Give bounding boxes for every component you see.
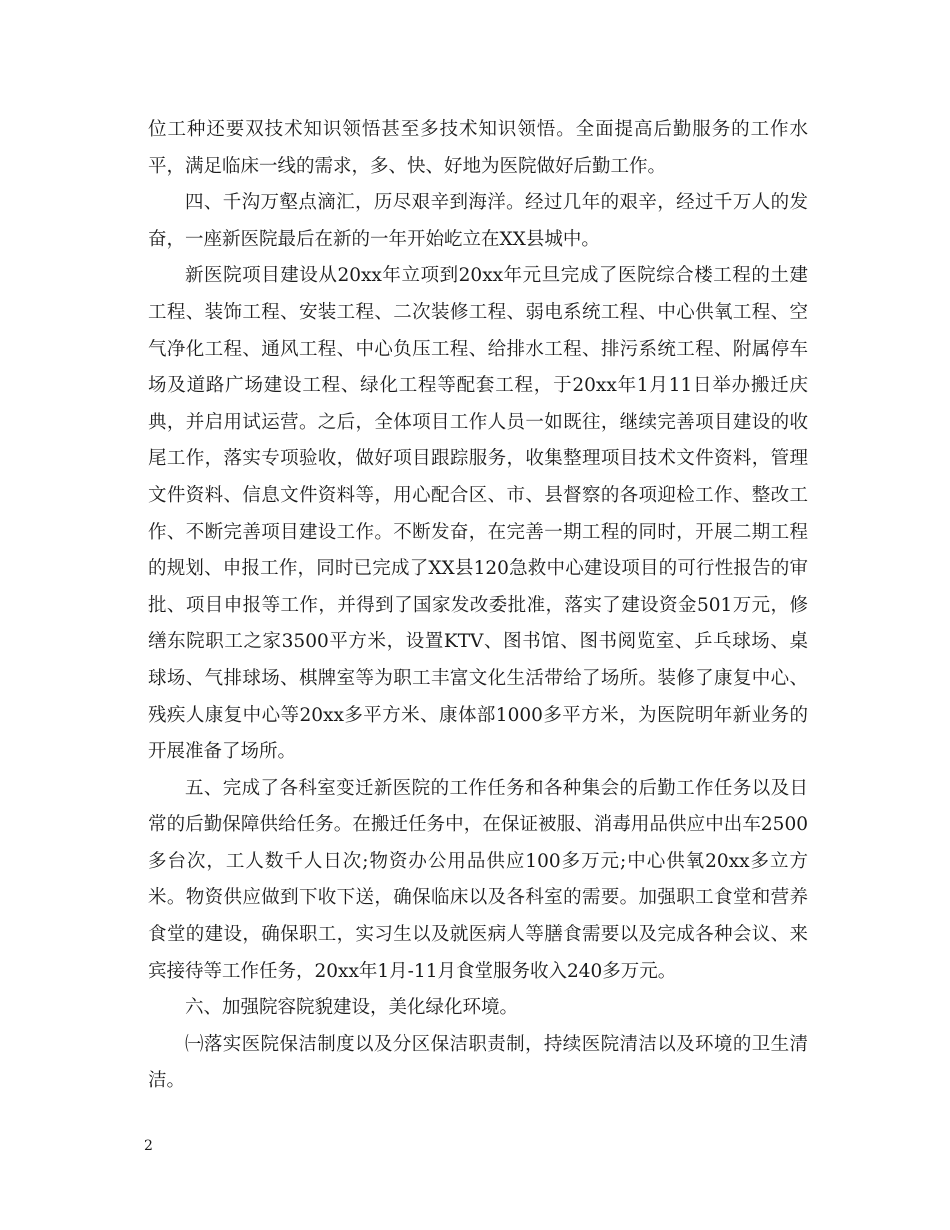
paragraph-5: 六、加强院容院貌建设，美化绿化环境。 [185, 997, 519, 1019]
paragraph-6: ㈠落实医院保洁制度以及分区保洁职责制，持续医院清洁以及环境的卫生清洁。 [148, 1033, 808, 1092]
paragraph-4: 五、完成了各科室变迁新医院的工作任务和各种集会的后勤工作任务以及日常的后勤保障供给任务。在搬迁任务中，在保证被服、消毒用品供应中出车2500多台次，工人数千人日次;物资办公用品供应100多万元;中心供氧20xx多立方米。物资供应做到下收下送，确保临床以及各科室的需要。加强职工食堂和营养食堂的建设，确保职工，实习生以及就医病人等膳食需要以及完成各种会议、来宾接待等工作任务，20xx年1月-11月食堂服务收入240多万元。 [148, 777, 808, 982]
document-body [148, 112, 808, 1100]
paragraph-2: 四、千沟万壑点滴汇，历尽艰辛到海洋。经过几年的艰辛，经过千万人的发奋，一座新医院最后在新的一年开始屹立在XX县城中。 [148, 192, 808, 250]
paragraph-3: 新医院项目建设从20xx年立项到20xx年元旦完成了医院综合楼工程的土建工程、装饰工程、安装工程、二次装修工程、弱电系统工程、中心供氧工程、空气净化工程、通风工程、中心负压工程、给排水工程、排污系统工程、附属停车场及道路广场建设工程、绿化工程等配套工程，于20xx年1月11日举办搬迁庆典，并启用试运营。之后，全体项目工作人员一如既往，继续完善项目建设的收尾工作，落实专项验收，做好项目跟踪服务，收集整理项目技术文件资料，管理文件资料、信息文件资料等，用心配合区、市、县督察的各项迎检工作、整改工作、不断完善项目建设工作。不断发奋，在完善一期工程的同时，开展二期工程的规划、申报工作，同时已完成了XX县120急救中心建设项目的可行性报告的审批、项目申报等工作，并得到了国家发改委批准，落实了建设资金501万元，修缮东院职工之家3500平方米，设置KTV、图书馆、图书阅览室、乒乓球场、桌球场、气排球场、棋牌室等为职工丰富文化生活带给了场所。装修了康复中心、残疾人康复中心等20xx多平方米、康体部1000多平方米，为医院明年新业务的开展准备了场所。 [148, 265, 808, 763]
page-number: 2 [144, 1138, 153, 1154]
paragraph-1: 位工种还要双技术知识领悟甚至多技术知识领悟。全面提高后勤服务的工作水平，满足临床一线的需求，多、快、好地为医院做好后勤工作。 [148, 119, 808, 177]
